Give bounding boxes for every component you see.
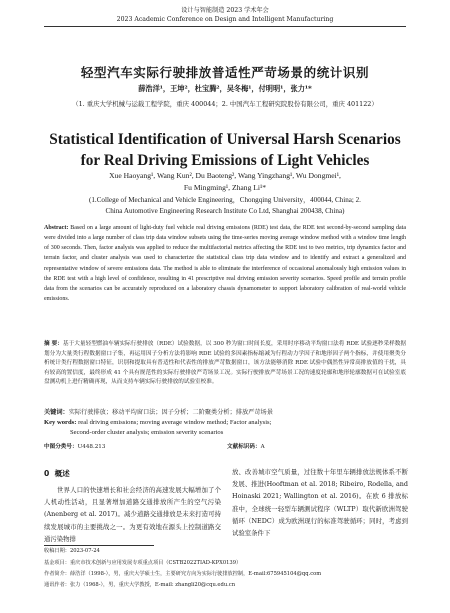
english-keywords	[44, 418, 406, 438]
clc-value: U448.213	[77, 444, 106, 450]
header-en: 2023 Academic Conference on Design and Intelligent Manufacturing	[116, 16, 334, 23]
chinese-title: 轻型汽车实际行驶排放普适性严苛场景的统计识别	[80, 65, 370, 80]
classification-row	[44, 442, 406, 450]
section-title: 概述	[54, 469, 70, 478]
english-keywords-line-1: real driving emissions; moving average window method; Factor analysis;	[78, 419, 272, 426]
document-code-value: A	[260, 444, 265, 450]
english-affiliation	[0, 195, 450, 216]
header-rule	[44, 26, 406, 27]
english-authors	[0, 170, 450, 194]
clc-label: 中图分类号：	[44, 444, 78, 450]
footnote-author-bio: 作者简介：薛浩洋（1998-），男，重庆大学硕士生，主要研究方向为实际行驶排放控制，E-mail:675945104@qq.com	[44, 571, 322, 577]
footnote-corresponding: 通讯作者：张力（1968-），男，重庆大学教授，E-mail: zhangli20@cqu.edu.cn	[44, 582, 236, 588]
english-title	[0, 129, 450, 171]
english-abstract-text: Based on a large amount of light-duty fuel vehicle real driving emissions (RDE) test data, the RDE test second-by-second sampling data were divided into a large number of class trip data window subsets using the time-series moving average window method with a window time length of 300 seconds. Then, factor analysis was applied to reduce the multifactorial metrics affecting the RDE test to two metrics, trip dynamics factor and terrain factor, and cluster analysis was used to characterize the statistical class trip data window and to identify and extract a generalized and representative window of severe emissions data. The method is able to eliminate the interference of occasional anomalously high emission values in the RDE test with a high level of confidence, resulting in 41 prescriptive real driving emission severity scenarios. Speed profile and terrain profile data from the scenarios can be accurately reproduced on a laboratory chassis dynamometer to support laboratory calibration of real-world vehicle emissions.	[44, 225, 406, 303]
body-left-column: 世界人口的快速增长和社会经济的高速发展大幅增加了个人机动性活动，且显著增加道路交通排放所产生的空气污染(Anenberg et al. 2017)。减少道路交通排放是未来打造可持续发展城市的主要挑战之一。为更有效地在源头上控制道路交通污染物排	[44, 486, 221, 543]
chinese-abstract-label: 摘 要：	[44, 341, 63, 347]
chinese-abstract	[44, 340, 406, 388]
english-affiliation-line-2: China Automotive Engineering Research Institute Co Ltd, Shanghai 200438, China)	[105, 206, 345, 215]
section-heading	[44, 468, 70, 479]
document-code-label: 文献标识码：	[227, 444, 261, 450]
footnote-received: 收稿日期：2023-07-24	[44, 548, 100, 554]
english-abstract	[44, 223, 406, 304]
english-keywords-line-2: Second-order cluster analysis; emission severity scenarios	[70, 429, 224, 436]
running-header	[0, 0, 450, 24]
english-affiliation-line-1: (1.College of Mechanical and Vehicle Engineering，Chongqing University，400044, China; 2.	[89, 196, 361, 204]
footnote-fund: 基金项目：重庆市技术创新与应用发展专项重点项目（CSTB2022TIAD-KPX0139）	[44, 560, 242, 566]
english-abstract-label: Abstract:	[44, 225, 69, 231]
english-keywords-label: Key words:	[44, 419, 77, 426]
chinese-abstract-text: 基于大量轻型燃油车辆实际行驶排放（RDE）试验数据，以 300 秒为窗口时间长度，采用时序移动平均窗口法将 RDE 试验逐秒采样数据划分为大量类行程数据窗口子集，再运用因子分析方法将影响 RDE 试验的多因素指标缩减为行程动力学因子和地形因子两个指标，并使用聚类分析统计类行程数据窗口特征，识别和提取具有普适性和代表性的排放严苛数据窗口，该方法能够消除 RDE 试验中偶然性异常高排放值的干扰，具有较高的置信度，最终形成 41 个具有规范性的实际行驶排放严苛场景工况。实际行驶排放严苛场景工况的速度轮廓和地形轮廓数据可在试验室底盘测功机上进行精确再现，从而支持车辆实际行驶排放的试验室校准。	[44, 341, 407, 386]
footnote-rule	[44, 545, 154, 546]
body-right-column: 放、改善城市空气质量，过往数十年里车辆排放法规体系不断发展、推进(Hooftman et al. 2018; Ribeiro, Rodella, and Hoinaski 2021; Wallington et al. 2016)。在欧 6 排放标准中，全球统一轻型车辆测试程序（WLTP）取代新欧洲驾驶循环（NEDC）成为欧洲现行的标准驾驶循环；同时，考虑到试验室条件下	[232, 468, 408, 538]
english-authors-line-2: Fu Mingming¹, Zhang Li¹*	[183, 183, 267, 192]
section-number: 0	[44, 469, 50, 478]
chinese-keywords	[44, 407, 406, 416]
chinese-authors: 薛浩洋¹，王坤²，杜宝腾²，吴冬梅¹，付明明¹，张力¹*	[138, 84, 312, 93]
english-authors-line-1: Xue Haoyang¹, Wang Kun², Du Baoteng², Wang Yingzhang¹, Wu Dongmei¹,	[109, 171, 341, 180]
header-cn: 设计与智能制造 2023 学术年会	[181, 7, 269, 14]
chinese-keywords-label: 关键词：	[44, 409, 69, 416]
english-title-line-2: for Real Driving Emissions of Light Vehicles	[80, 152, 370, 169]
english-title-line-1: Statistical Identification of Universal Harsh Scenarios	[49, 131, 401, 148]
chinese-keywords-text: 实际行驶排放；移动平均窗口法；因子分析；二阶聚类分析；排放严苛场景	[68, 409, 273, 416]
chinese-affiliation: （1. 重庆大学机械与运载工程学院，重庆 400044；2. 中国汽车工程研究院股份有限公司，重庆 401122）	[72, 100, 378, 108]
